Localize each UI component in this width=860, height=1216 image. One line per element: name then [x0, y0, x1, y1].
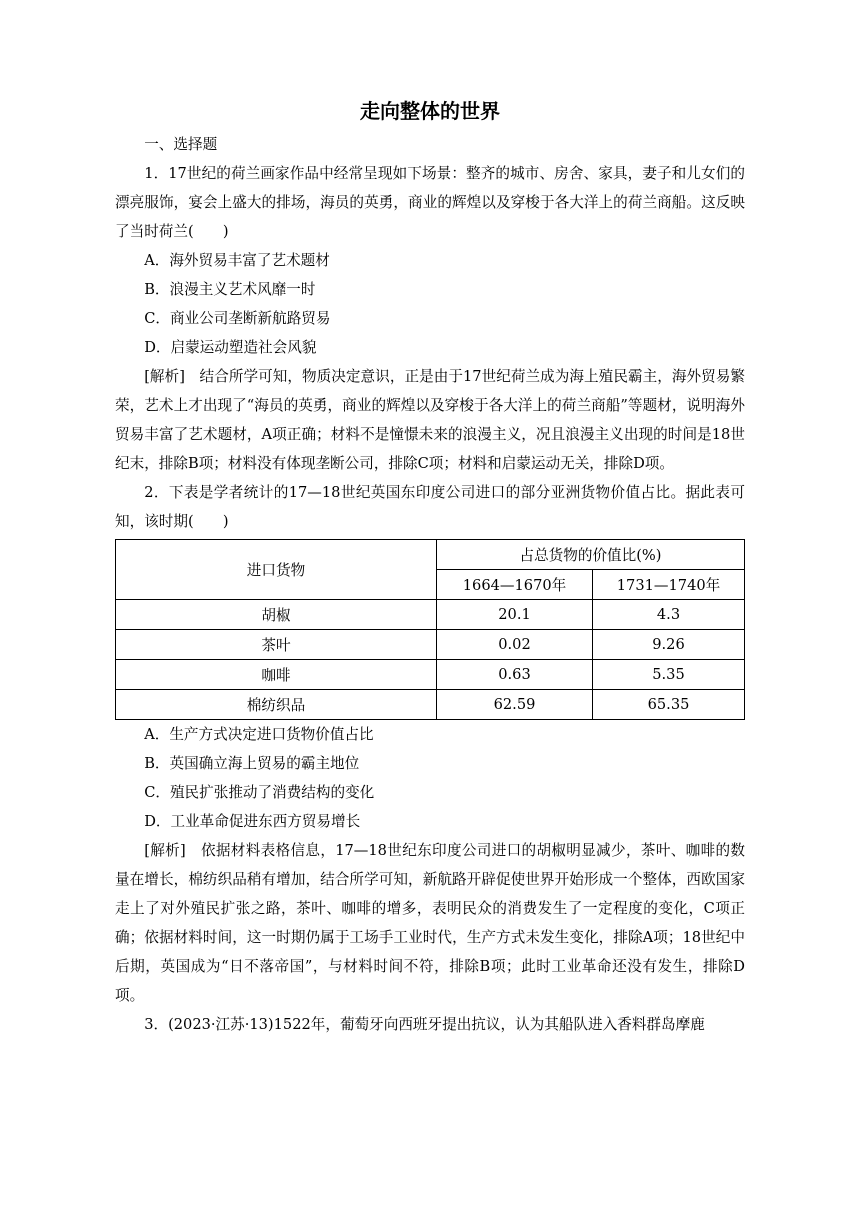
table-cell-value: 20.1 — [437, 600, 593, 630]
column-header-period-1: 1664—1670年 — [437, 570, 593, 600]
table-cell-item: 胡椒 — [116, 600, 437, 630]
table-row — [116, 600, 745, 630]
table-cell-item: 茶叶 — [116, 630, 437, 660]
column-header-value-ratio: 占总货物的价值比(%) — [437, 540, 745, 570]
table-cell-value: 0.02 — [437, 630, 593, 660]
table-cell-value: 62.59 — [437, 690, 593, 720]
table-cell-value: 5.35 — [593, 660, 745, 690]
question-2-analysis: [解析] 依据材料表格信息，17—18世纪东印度公司进口的胡椒明显减少，茶叶、咖啡的数量在增长，棉纺织品稍有增加，结合所学可知，新航路开辟促使世界开始形成一个整体，西欧国家走上了对外殖民扩张之路，茶叶、咖啡的增多，表明民众的消费发生了一定程度的变化，C项正确；依据材料时间，这一时期仍属于工场手工业时代，生产方式未发生变化，排除A项；18世纪中后期，英国成为“日不落帝国”，与材料时间不符，排除B项；此时工业革命还没有发生，排除D项。 — [115, 842, 745, 1004]
question-1-stem: 1．17世纪的荷兰画家作品中经常呈现如下场景：整齐的城市、房舍、家具，妻子和儿女们的漂亮服饰，宴会上盛大的排场，海员的英勇，商业的辉煌以及穿梭于各大洋上的荷兰商船。这反映了当时荷兰( ) — [115, 165, 745, 240]
table-cell-value: 4.3 — [593, 600, 745, 630]
table-cell-value: 9.26 — [593, 630, 745, 660]
question-2-option-b: B．英国确立海上贸易的霸主地位 — [144, 755, 360, 772]
question-2-stem: 2．下表是学者统计的17—18世纪英国东印度公司进口的部分亚洲货物价值占比。据此表可知，该时期( ) — [115, 484, 745, 530]
question-2-option-d: D．工业革命促进东西方贸易增长 — [144, 813, 361, 830]
question-1-option-b: B．浪漫主义艺术风靡一时 — [144, 281, 316, 298]
table-row — [116, 660, 745, 690]
question-3-stem: 3．(2023·江苏·13)1522年，葡萄牙向西班牙提出抗议，认为其船队进入香料群岛摩鹿 — [144, 1016, 705, 1033]
column-header-period-2: 1731—1740年 — [593, 570, 745, 600]
question-1-option-c: C．商业公司垄断新航路贸易 — [144, 310, 331, 327]
table-cell-item: 棉纺织品 — [116, 690, 437, 720]
column-header-goods: 进口货物 — [116, 540, 437, 600]
question-2-option-a: A．生产方式决定进口货物价值占比 — [144, 726, 374, 743]
table-cell-item: 咖啡 — [116, 660, 437, 690]
question-1-option-a: A．海外贸易丰富了艺术题材 — [144, 252, 330, 269]
question-1-option-d: D．启蒙运动塑造社会风貌 — [144, 339, 317, 356]
table-cell-value: 0.63 — [437, 660, 593, 690]
import-value-table — [115, 539, 745, 720]
table-cell-value: 65.35 — [593, 690, 745, 720]
question-2-option-c: C．殖民扩张推动了消费结构的变化 — [144, 784, 375, 801]
table-row — [116, 630, 745, 660]
table-header-row — [116, 540, 745, 570]
section-heading: 一、选择题 — [144, 136, 218, 153]
question-1-analysis: [解析] 结合所学可知，物质决定意识，正是由于17世纪荷兰成为海上殖民霸主，海外贸易繁荣，艺术上才出现了“海员的英勇，商业的辉煌以及穿梭于各大洋上的荷兰商船”等题材，说明海外贸易丰富了艺术题材，A项正确；材料不是憧憬未来的浪漫主义，况且浪漫主义出现的时间是18世纪末，排除B项；材料没有体现垄断公司，排除C项；材料和启蒙运动无关，排除D项。 — [115, 368, 745, 472]
document-page — [115, 96, 745, 1039]
document-title: 走向整体的世界 — [360, 99, 500, 123]
table-row — [116, 690, 745, 720]
